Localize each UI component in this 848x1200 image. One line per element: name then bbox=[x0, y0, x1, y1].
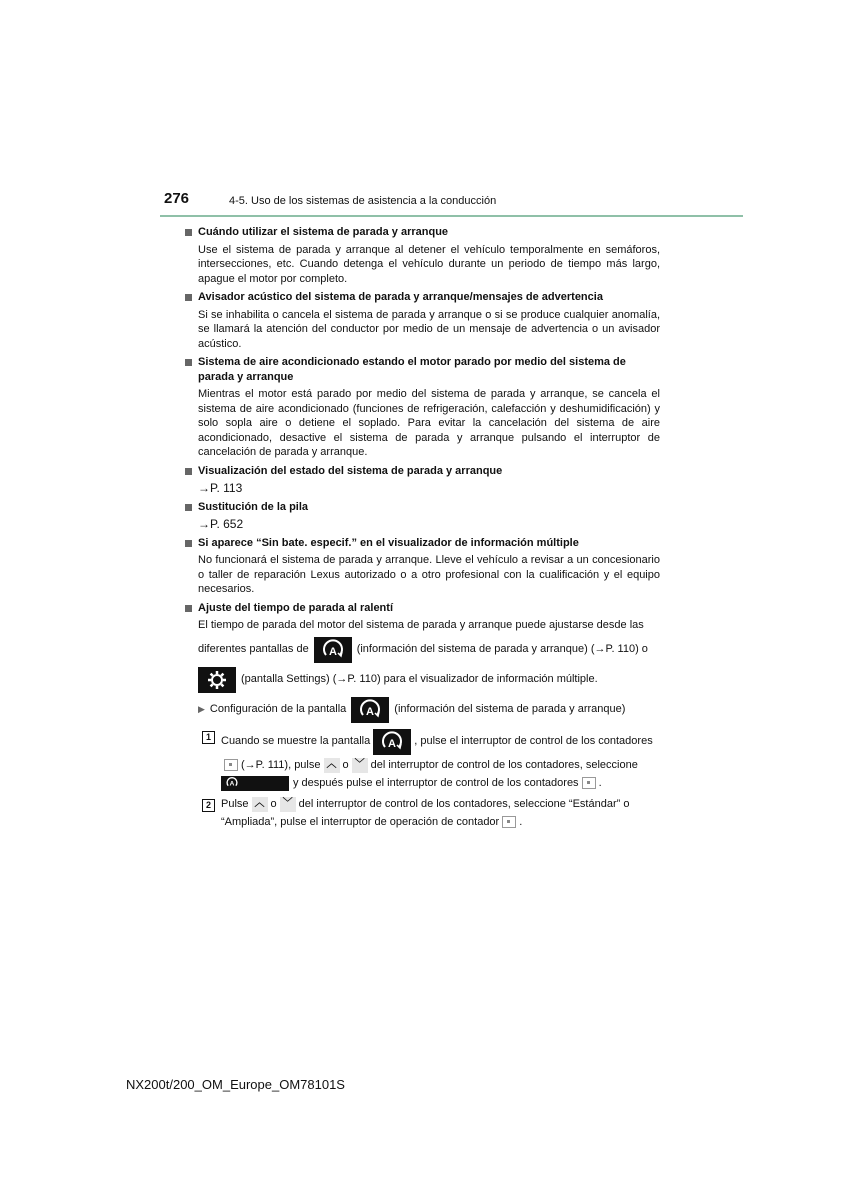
section-heading-text: Ajuste del tiempo de parada al ralentí bbox=[198, 601, 393, 614]
step-number: 2 bbox=[202, 799, 215, 812]
up-chevron-icon[interactable]: ︿ bbox=[324, 758, 340, 773]
meter-switch-icon bbox=[582, 777, 596, 789]
bullet-square bbox=[185, 294, 192, 301]
page-reference-link[interactable]: →P. 113 bbox=[198, 481, 243, 495]
text-fragment: . bbox=[519, 815, 523, 828]
gear-icon bbox=[198, 667, 236, 693]
bullet-square bbox=[185, 468, 192, 475]
step-line bbox=[221, 729, 660, 755]
triangle-bullet-icon: ▶ bbox=[198, 704, 205, 715]
text-fragment: (pantalla Settings) (→P. 110) para el visualizador de información múltiple. bbox=[241, 673, 598, 686]
section-heading bbox=[185, 290, 660, 305]
section-block bbox=[185, 290, 660, 351]
svg-text:A: A bbox=[229, 780, 235, 788]
main-content bbox=[185, 225, 660, 833]
section-heading-text: Si aparece “Sin bate. especif.” en el visualizador de información múltiple bbox=[198, 536, 579, 549]
section-block bbox=[185, 536, 660, 597]
text-fragment: del interruptor de control de los contadores, seleccione bbox=[370, 758, 638, 771]
page-number: 276 bbox=[164, 190, 190, 207]
stop-start-menu-item-icon bbox=[221, 776, 289, 791]
footer-doc-code: NX200t/200_OM_Europe_OM78101S bbox=[126, 1077, 345, 1092]
section-heading bbox=[185, 464, 660, 479]
text-fragment: Cuando se muestre la pantalla bbox=[221, 735, 371, 748]
section-block bbox=[185, 464, 660, 496]
down-chevron-icon[interactable]: ﹀ bbox=[280, 797, 296, 812]
section-body: El tiempo de parada del motor del sistema de parada y arranque puede ajustarse desde las bbox=[198, 619, 644, 631]
text-fragment: y después pulse el interruptor de control de los contadores bbox=[293, 776, 579, 789]
bullet-square bbox=[185, 229, 192, 236]
stop-start-icon bbox=[373, 729, 411, 755]
screen-config-subheading bbox=[185, 697, 660, 723]
section-block bbox=[185, 355, 660, 460]
section-title: 4-5. Uso de los sistemas de asistencia a la conducción bbox=[229, 195, 497, 207]
section-body: No funcionará el sistema de parada y arranque. Lleve el vehículo a revisar a un concesionario o taller de reparación Lexus autorizado o a otro profesional con la cualificación y el equipo necesarios. bbox=[198, 554, 660, 595]
stop-start-icon bbox=[351, 697, 389, 723]
text-fragment: Pulse bbox=[221, 797, 249, 810]
section-body: Use el sistema de parada y arranque al detener el vehículo temporalmente en semáforos, intersecciones, etc. Cuando detenga el vehículo durante un periodo de tiempo más largo, apague el motor por completo. bbox=[198, 243, 660, 285]
section-body: Mientras el motor está parado por medio del sistema de parada y arranque, se cancela el sistema de aire acondicionado (funciones de refrigeración, calefacción y deshumidificación) y solo sopla aire o detiene el soplado. Para evitar la cancelación del sistema de aire acondicionado, desactive el sistema de parada y arranque pulsando el interruptor de cancelación de parada y arranque. bbox=[198, 388, 660, 458]
section-heading bbox=[185, 536, 660, 551]
down-chevron-icon[interactable]: ﹀ bbox=[352, 758, 368, 773]
section-heading-text: Sistema de aire acondicionado estando el motor parado por medio del sistema de parada y arranque bbox=[198, 356, 626, 383]
step-1 bbox=[185, 729, 660, 791]
settings-screen-line bbox=[185, 667, 660, 693]
bullet-square bbox=[185, 540, 192, 547]
text-fragment: . bbox=[598, 776, 602, 789]
svg-text:A: A bbox=[388, 737, 397, 750]
stop-start-icon bbox=[314, 637, 352, 663]
step-line bbox=[221, 776, 660, 791]
section-heading bbox=[185, 225, 660, 240]
screen-selection-line bbox=[185, 637, 660, 663]
section-heading bbox=[185, 500, 660, 515]
text-fragment: o bbox=[342, 758, 349, 771]
bullet-square bbox=[185, 605, 192, 612]
section-heading-text: Sustitución de la pila bbox=[198, 500, 309, 513]
bullet-square bbox=[185, 504, 192, 511]
section-heading-text: Cuándo utilizar el sistema de parada y arranque bbox=[198, 226, 449, 238]
section-heading bbox=[185, 601, 660, 616]
text-fragment: “Ampliada”, pulse el interruptor de operación de contador bbox=[221, 815, 500, 828]
svg-text:A: A bbox=[328, 645, 337, 658]
text-fragment: diferentes pantallas de bbox=[198, 643, 309, 656]
step-number: 1 bbox=[202, 731, 215, 744]
section-block bbox=[185, 601, 660, 830]
text-fragment: (información del sistema de parada y arranque) bbox=[394, 703, 626, 716]
section-block bbox=[185, 500, 660, 532]
text-fragment: del interruptor de control de los contadores, seleccione “Estándar” o bbox=[298, 797, 630, 810]
svg-text:A: A bbox=[366, 705, 375, 718]
text-fragment: (información del sistema de parada y arranque) (→P. 110) o bbox=[356, 643, 648, 656]
section-heading-text: Visualización del estado del sistema de parada y arranque bbox=[198, 464, 503, 477]
meter-switch-icon bbox=[502, 816, 516, 828]
step-2 bbox=[185, 797, 660, 830]
section-block bbox=[185, 225, 660, 286]
section-body: Si se inhabilita o cancela el sistema de parada y arranque o si se produce cualquier anomalía, se llamará la atención del conductor por medio de un mensaje de advertencia o un avisador acústico. bbox=[198, 308, 660, 350]
step-line bbox=[221, 815, 660, 830]
step-line bbox=[221, 758, 660, 773]
up-chevron-icon[interactable]: ︿ bbox=[252, 797, 268, 812]
page-reference-link[interactable]: →P. 652 bbox=[198, 517, 244, 531]
section-heading bbox=[185, 355, 660, 384]
text-fragment: (→P. 111), pulse bbox=[241, 758, 321, 771]
text-fragment: , pulse el interruptor de control de los contadores bbox=[414, 735, 653, 748]
meter-switch-icon bbox=[224, 759, 238, 771]
text-fragment: o bbox=[270, 797, 277, 810]
text-fragment: Configuración de la pantalla bbox=[209, 703, 347, 716]
section-heading-text: Avisador acústico del sistema de parada y arranque/mensajes de advertencia bbox=[198, 291, 603, 303]
bullet-square bbox=[185, 359, 192, 366]
step-line bbox=[221, 797, 660, 812]
header-rule bbox=[160, 215, 743, 217]
